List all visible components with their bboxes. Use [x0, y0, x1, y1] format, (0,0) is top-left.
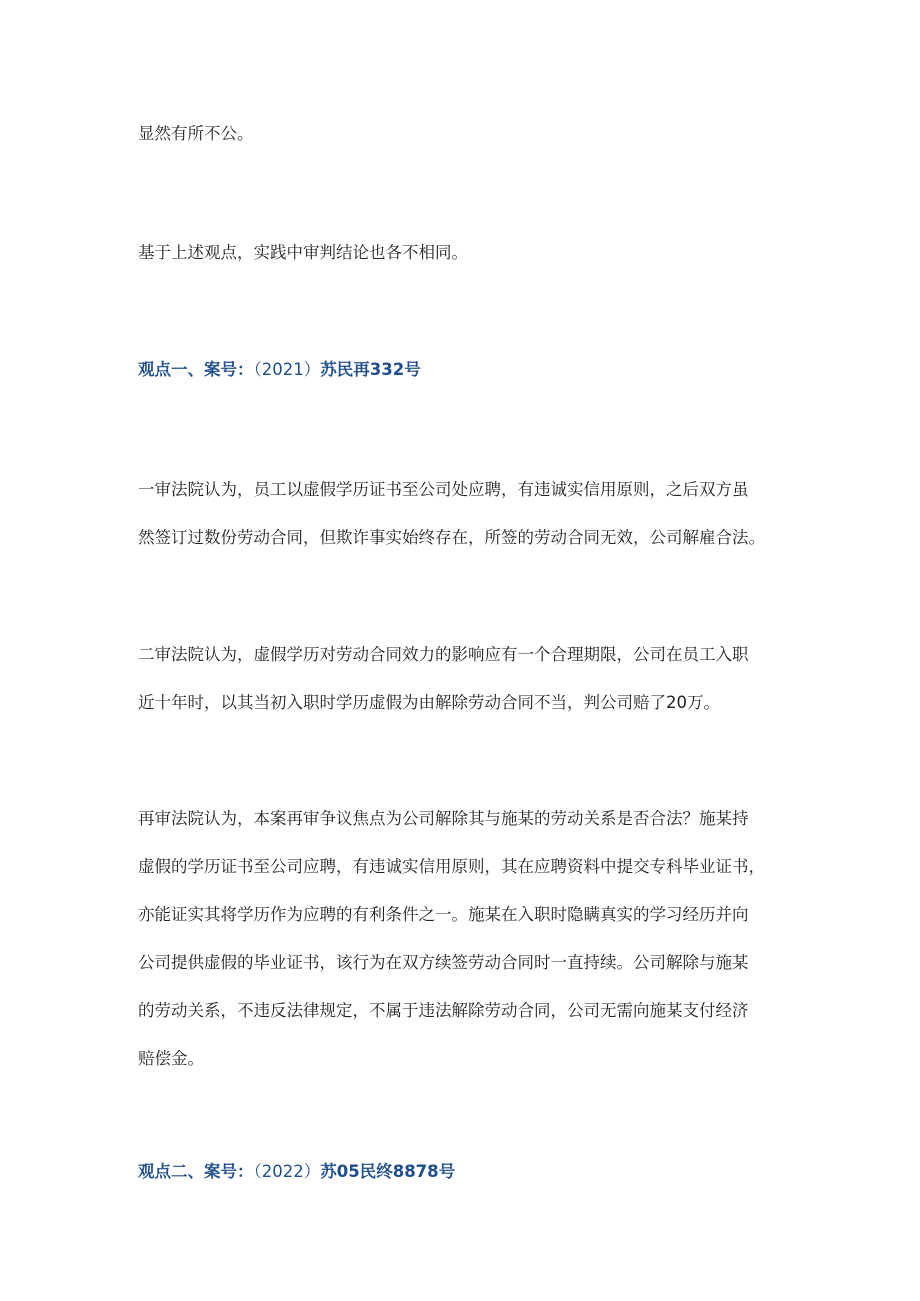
paragraph-retrial	[138, 795, 788, 1083]
heading-case-number: 苏05民终8878号	[320, 1162, 456, 1181]
paragraph-line: 再审法院认为，本案再审争议焦点为公司解除其与施某的劳动关系是否合法？施某持	[138, 809, 749, 828]
paragraph-conclusion	[138, 110, 788, 158]
paragraph-line: 虚假的学历证书至公司应聘，有违诚实信用原则，其在应聘资料中提交专科毕业证书，	[138, 857, 765, 876]
paragraph-line: 亦能证实其将学历作为应聘的有利条件之一。施某在入职时隐瞒真实的学习经历并向	[138, 905, 749, 924]
heading-label: 观点一、案号：	[138, 360, 254, 379]
heading-viewpoint-two	[138, 1148, 455, 1196]
paragraph-second-instance	[138, 631, 788, 727]
paragraph-intro	[138, 229, 788, 277]
paragraph-line: 基于上述观点，实践中审判结论也各不相同。	[138, 243, 468, 262]
heading-label: 观点二、案号：	[138, 1162, 254, 1181]
paragraph-line: 赔偿金。	[138, 1049, 204, 1068]
paragraph-line: 二审法院认为，虚假学历对劳动合同效力的影响应有一个合理期限，公司在员工入职	[138, 645, 749, 664]
paragraph-line: 公司提供虚假的毕业证书，该行为在双方续签劳动合同时一直持续。公司解除与施某	[138, 953, 749, 972]
heading-viewpoint-one	[138, 346, 421, 394]
paragraph-line: 的劳动关系，不违反法律规定，不属于违法解除劳动合同，公司无需向施某支付经济	[138, 1001, 749, 1020]
heading-case-number: 苏民再332号	[320, 360, 421, 379]
paragraph-line: 一审法院认为，员工以虚假学历证书至公司处应聘，有违诚实信用原则，之后双方虽	[138, 480, 749, 499]
heading-case-year: （2021）	[253, 360, 321, 379]
paragraph-first-instance	[138, 466, 788, 562]
paragraph-line: 显然有所不公。	[138, 124, 254, 143]
paragraph-line: 近十年时，以其当初入职时学历虚假为由解除劳动合同不当，判公司赔了20万。	[138, 693, 720, 712]
heading-case-year: （2022）	[253, 1162, 321, 1181]
paragraph-line: 然签订过数份劳动合同，但欺诈事实始终存在，所签的劳动合同无效，公司解雇合法。	[138, 528, 765, 547]
